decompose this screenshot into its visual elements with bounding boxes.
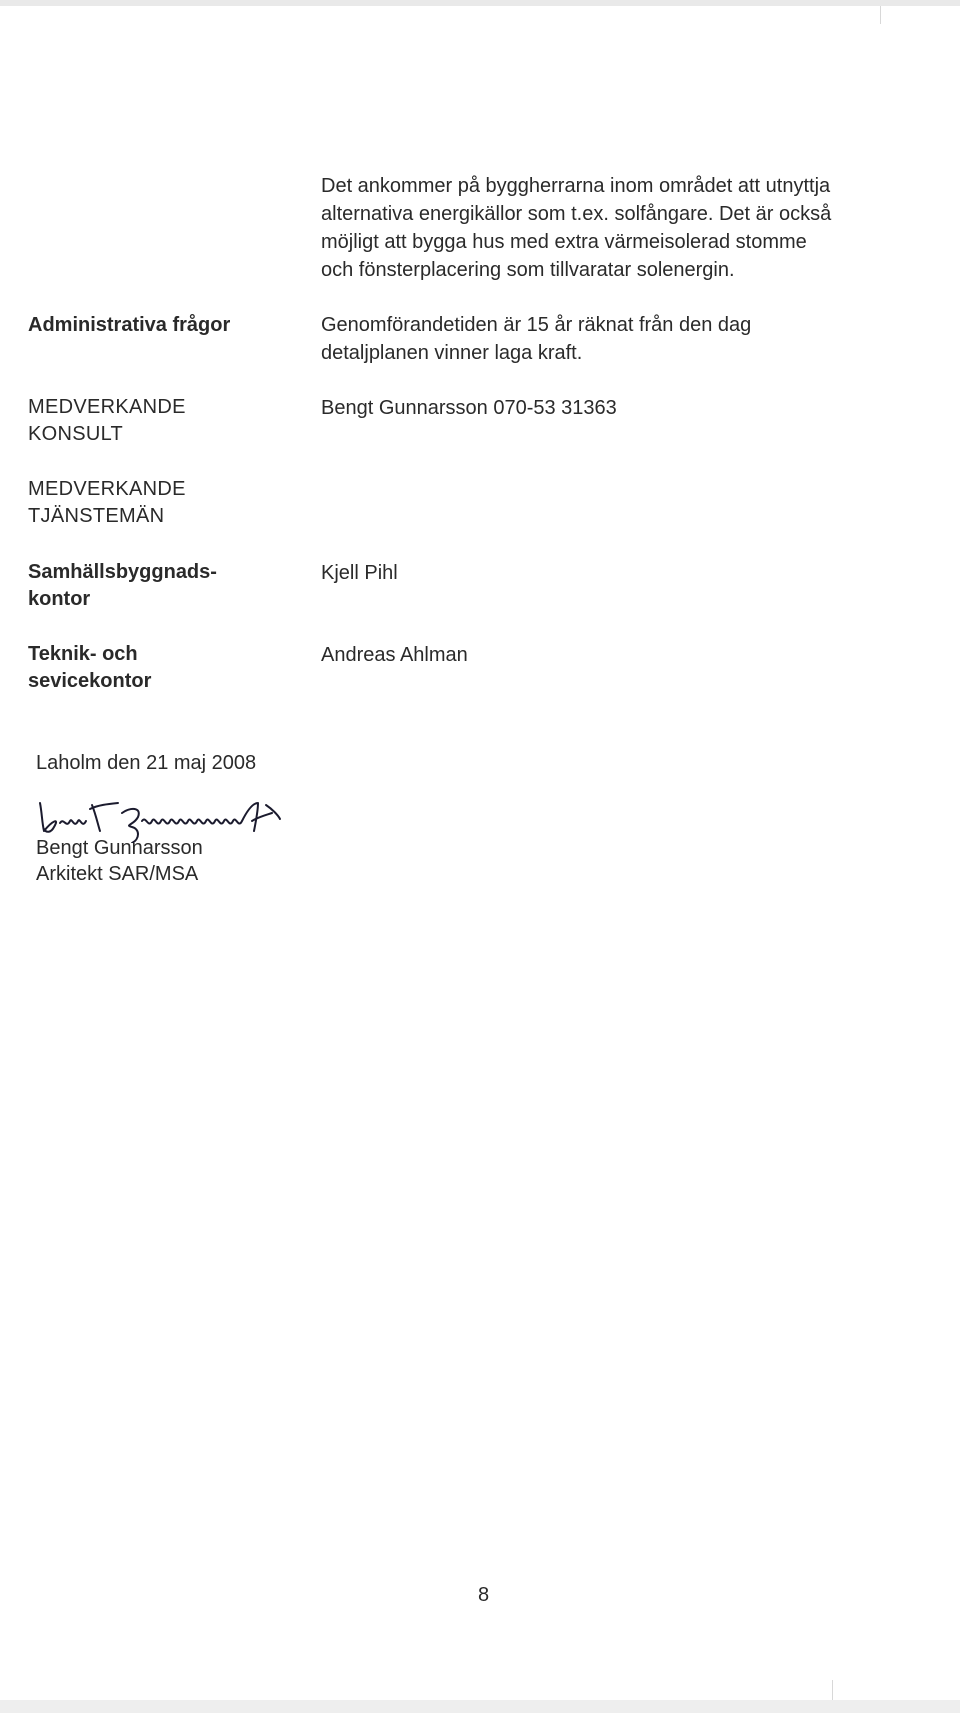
- section-label-tjansteman: MEDVERKANDE TJÄNSTEMÄN: [28, 478, 186, 527]
- scan-mark-top: [880, 6, 881, 24]
- section-text-samhallsbyggnad: [321, 559, 941, 587]
- signer-name: Bengt Gunnarsson: [36, 837, 203, 859]
- section-text-teknik: [321, 641, 941, 669]
- konsult-contact: Bengt Gunnarsson 070-53 31363: [321, 397, 617, 419]
- samhallsbyggnad-person: Kjell Pihl: [321, 562, 398, 584]
- intro-paragraph: [321, 172, 941, 284]
- teknik-person: Andreas Ahlman: [321, 644, 468, 666]
- page-number: 8: [478, 1584, 490, 1606]
- section-label-konsult: MEDVERKANDE KONSULT: [28, 396, 186, 445]
- intro-line-4: och fönsterplacering som tillvaratar solenergin.: [321, 259, 735, 281]
- place-date: Laholm den 21 maj 2008: [36, 752, 257, 774]
- section-text-konsult: [321, 394, 941, 422]
- scan-edge-top: [0, 0, 960, 6]
- section-label-samhallsbyggnad: Samhällsbyggnads- kontor: [28, 561, 217, 610]
- section-label-administrativa: Administrativa frågor: [28, 314, 231, 336]
- intro-line-3: möjligt att bygga hus med extra värmeisolerad stomme: [321, 231, 807, 253]
- intro-line-1: Det ankommer på byggherrarna inom området att utnyttja: [321, 175, 831, 197]
- signer-title: Arkitekt SAR/MSA: [36, 863, 199, 885]
- intro-line-2: alternativa energikällor som t.ex. solfångare. Det är också: [321, 203, 832, 225]
- section-text-administrativa: [321, 311, 941, 367]
- scan-edge-bottom: [0, 1700, 960, 1713]
- administrativa-line-2: detaljplanen vinner laga kraft.: [321, 342, 583, 364]
- administrativa-line-1: Genomförandetiden är 15 år räknat från den dag: [321, 314, 752, 336]
- section-label-teknik: Teknik- och sevicekontor: [28, 643, 152, 692]
